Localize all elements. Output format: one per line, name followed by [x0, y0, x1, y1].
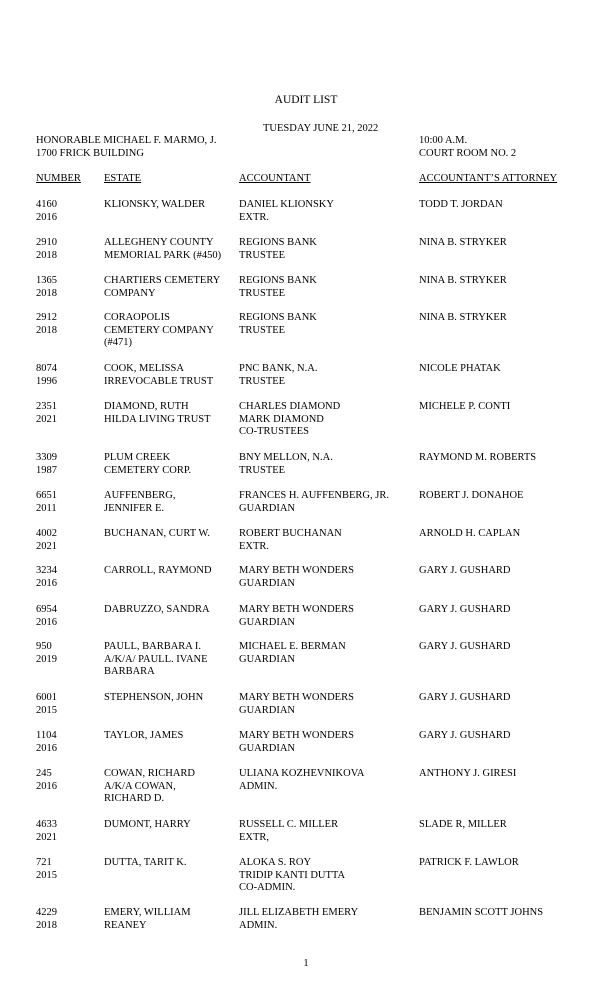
- attorney-cell: [419, 528, 520, 541]
- estate-cell-line: ALLEGHENY COUNTY: [104, 237, 214, 248]
- case-number-cell-line: 2021: [36, 540, 57, 552]
- case-number-cell-line: 8074: [36, 363, 57, 374]
- attorney-cell-line: GARY J. GUSHARD: [419, 692, 511, 703]
- case-number-cell: [36, 565, 57, 590]
- accountant-cell: [239, 565, 354, 590]
- column-header-accountant: ACCOUNTANT: [239, 173, 311, 184]
- table-row: [0, 641, 612, 681]
- case-number-cell: [36, 401, 57, 426]
- estate-cell: [104, 275, 220, 300]
- accountant-cell: [239, 199, 334, 224]
- case-number-cell: [36, 857, 57, 882]
- estate-cell-line: BARBARA: [104, 666, 155, 678]
- accountant-cell-line: BNY MELLON, N.A.: [239, 452, 333, 463]
- attorney-cell-line: NICOLE PHATAK: [419, 363, 501, 374]
- case-number-cell: [36, 275, 57, 300]
- estate-cell-line: DIAMOND, RUTH: [104, 401, 189, 412]
- table-row: [0, 692, 612, 732]
- estate-cell: [104, 199, 205, 212]
- case-number-cell: [36, 199, 57, 224]
- attorney-cell: [419, 641, 511, 654]
- table-row: [0, 363, 612, 403]
- attorney-cell-line: GARY J. GUSHARD: [419, 730, 511, 741]
- table-row: [0, 490, 612, 530]
- column-header-estate: ESTATE: [104, 173, 142, 184]
- estate-cell: [104, 604, 210, 617]
- accountant-cell: [239, 768, 365, 793]
- accountant-cell-line: ULIANA KOZHEVNIKOVA: [239, 768, 365, 779]
- case-number-cell: [36, 768, 57, 793]
- accountant-cell: [239, 857, 345, 895]
- estate-cell: [104, 819, 191, 832]
- accountant-cell: [239, 275, 317, 300]
- attorney-cell-line: ROBERT J. DONAHOE: [419, 490, 524, 501]
- hearing-time: 10:00 A.M.: [419, 135, 468, 146]
- attorney-cell-line: PATRICK F. LAWLOR: [419, 857, 519, 868]
- estate-cell-line: RICHARD D.: [104, 793, 165, 805]
- estate-cell: [104, 641, 208, 679]
- accountant-cell-line: CO-ADMIN.: [239, 882, 296, 894]
- accountant-cell-line: FRANCES H. AUFFENBERG, JR.: [239, 490, 389, 501]
- attorney-cell-line: NINA B. STRYKER: [419, 312, 507, 323]
- accountant-cell-line: GUARDIAN: [239, 704, 295, 716]
- accountant-cell-line: MARK DIAMOND: [239, 413, 324, 425]
- attorney-cell-line: ANTHONY J. GIRESI: [419, 768, 517, 779]
- table-row: [0, 819, 612, 859]
- estate-cell: [104, 363, 213, 388]
- case-number-cell-line: 950: [36, 641, 52, 652]
- accountant-cell: [239, 401, 340, 439]
- attorney-cell: [419, 768, 516, 781]
- accountant-cell-line: EXTR,: [239, 831, 270, 843]
- estate-cell-line: (#471): [104, 337, 132, 349]
- case-number-cell-line: 2912: [36, 312, 57, 323]
- attorney-cell: [419, 312, 507, 325]
- accountant-cell: [239, 819, 338, 844]
- estate-cell: [104, 312, 214, 350]
- table-row: [0, 565, 612, 605]
- attorney-cell: [419, 237, 507, 250]
- column-header-number: NUMBER: [36, 173, 81, 184]
- attorney-cell: [419, 857, 519, 870]
- attorney-cell-line: BENJAMIN SCOTT JOHNS: [419, 907, 544, 918]
- estate-cell-line: A/K/A/ PAULL. IVANE: [104, 653, 208, 665]
- estate-cell: [104, 768, 195, 806]
- attorney-cell-line: TODD T. JORDAN: [419, 199, 503, 210]
- case-number-cell-line: 2021: [36, 831, 57, 843]
- estate-cell-line: KLIONSKY, WALDER: [104, 199, 206, 210]
- accountant-cell-line: ADMIN.: [239, 780, 278, 792]
- estate-cell-line: AUFFENBERG,: [104, 490, 176, 501]
- case-number-cell-line: 3309: [36, 452, 57, 463]
- estate-cell-line: DUMONT, HARRY: [104, 819, 191, 830]
- attorney-cell-line: GARY J. GUSHARD: [419, 565, 511, 576]
- attorney-cell-line: NINA B. STRYKER: [419, 275, 507, 286]
- accountant-cell: [239, 452, 333, 477]
- accountant-cell: [239, 312, 317, 337]
- table-row: [0, 312, 612, 352]
- case-number-cell-line: 4160: [36, 199, 57, 210]
- accountant-cell-line: RUSSELL C. MILLER: [239, 819, 339, 830]
- estate-cell-line: CHARTIERS CEMETERY: [104, 275, 221, 286]
- case-number-cell: [36, 819, 57, 844]
- table-row: [0, 275, 612, 315]
- case-number-cell: [36, 237, 57, 262]
- case-number-cell: [36, 692, 57, 717]
- case-number-cell-line: 2018: [36, 324, 57, 336]
- table-row: [0, 401, 612, 441]
- estate-cell-line: EMERY, WILLIAM: [104, 907, 191, 918]
- accountant-cell-line: CHARLES DIAMOND: [239, 401, 341, 412]
- table-row: [0, 199, 612, 239]
- attorney-cell: [419, 819, 507, 832]
- estate-cell: [104, 528, 210, 541]
- accountant-cell-line: ADMIN.: [239, 919, 278, 931]
- attorney-cell-line: RAYMOND M. ROBERTS: [419, 452, 537, 463]
- accountant-cell-line: EXTR.: [239, 540, 270, 552]
- case-number-cell-line: 2016: [36, 577, 57, 589]
- estate-cell-line: STEPHENSON, JOHN: [104, 692, 204, 703]
- case-number-cell-line: 1987: [36, 464, 57, 476]
- accountant-cell-line: GUARDIAN: [239, 577, 295, 589]
- table-row: [0, 452, 612, 492]
- case-number-cell-line: 721: [36, 857, 52, 868]
- estate-cell-line: COMPANY: [104, 287, 156, 299]
- case-number-cell-line: 2011: [36, 502, 57, 514]
- case-number-cell-line: 2351: [36, 401, 57, 412]
- attorney-cell-line: MICHELE P. CONTI: [419, 401, 511, 412]
- attorney-cell: [419, 565, 511, 578]
- accountant-cell-line: TRUSTEE: [239, 375, 286, 387]
- case-number-cell-line: 6651: [36, 490, 57, 501]
- accountant-cell-line: TRUSTEE: [239, 324, 286, 336]
- case-number-cell-line: 2015: [36, 869, 57, 881]
- case-number-cell-line: 1996: [36, 375, 57, 387]
- case-number-cell-line: 2016: [36, 780, 57, 792]
- accountant-cell-line: MARY BETH WONDERS: [239, 692, 354, 703]
- estate-cell-line: COWAN, RICHARD: [104, 768, 196, 779]
- judge-name: HONORABLE MICHAEL F. MARMO, J.: [36, 135, 217, 146]
- case-number-cell-line: 6001: [36, 692, 57, 703]
- accountant-cell: [239, 641, 346, 666]
- case-number-cell-line: 3234: [36, 565, 57, 576]
- accountant-cell-line: REGIONS BANK: [239, 312, 317, 323]
- case-number-cell: [36, 312, 57, 337]
- estate-cell-line: CEMETERY CORP.: [104, 464, 192, 476]
- attorney-cell-line: GARY J. GUSHARD: [419, 641, 511, 652]
- accountant-cell: [239, 237, 317, 262]
- estate-cell: [104, 730, 183, 743]
- estate-cell-line: JENNIFER E.: [104, 502, 165, 514]
- case-number-cell-line: 2016: [36, 211, 57, 223]
- attorney-cell-line: GARY J. GUSHARD: [419, 604, 511, 615]
- attorney-cell-line: NINA B. STRYKER: [419, 237, 507, 248]
- accountant-cell-line: TRUSTEE: [239, 249, 286, 261]
- case-number-cell: [36, 641, 57, 666]
- estate-cell: [104, 452, 191, 477]
- case-number-cell-line: 2018: [36, 919, 57, 931]
- case-number-cell-line: 4633: [36, 819, 57, 830]
- case-number-cell-line: 1365: [36, 275, 57, 286]
- accountant-cell-line: GUARDIAN: [239, 502, 295, 514]
- accountant-cell: [239, 907, 358, 932]
- case-number-cell: [36, 730, 57, 755]
- case-number-cell-line: 2015: [36, 704, 57, 716]
- accountant-cell: [239, 604, 354, 629]
- attorney-cell: [419, 490, 523, 503]
- case-number-cell-line: 2016: [36, 616, 57, 628]
- column-header-attorney: ACCOUNTANT’S ATTORNEY: [419, 173, 558, 184]
- page-number: 1: [303, 958, 309, 969]
- estate-cell-line: CEMETERY COMPANY: [104, 324, 214, 336]
- accountant-cell-line: PNC BANK, N.A.: [239, 363, 318, 374]
- estate-cell: [104, 565, 212, 578]
- estate-cell-line: BUCHANAN, CURT W.: [104, 528, 210, 539]
- table-row: [0, 857, 612, 897]
- accountant-cell-line: REGIONS BANK: [239, 275, 317, 286]
- accountant-cell: [239, 490, 389, 515]
- accountant-cell-line: MARY BETH WONDERS: [239, 730, 354, 741]
- case-number-cell-line: 4229: [36, 907, 57, 918]
- attorney-cell: [419, 692, 511, 705]
- table-row: [0, 237, 612, 277]
- estate-cell-line: IRREVOCABLE TRUST: [104, 375, 214, 387]
- accountant-cell-line: CO-TRUSTEES: [239, 426, 310, 438]
- table-row: [0, 768, 612, 808]
- case-number-cell-line: 2018: [36, 249, 57, 261]
- accountant-cell-line: TRIDIP KANTI DUTTA: [239, 869, 346, 881]
- case-number-cell-line: 2018: [36, 287, 57, 299]
- case-number-cell-line: 1104: [36, 730, 57, 741]
- attorney-cell-line: ARNOLD H. CAPLAN: [419, 528, 521, 539]
- accountant-cell-line: EXTR.: [239, 211, 270, 223]
- case-number-cell: [36, 604, 57, 629]
- table-row: [0, 528, 612, 568]
- accountant-cell: [239, 692, 354, 717]
- estate-cell-line: CARROLL, RAYMOND: [104, 565, 212, 576]
- estate-cell-line: MEMORIAL PARK (#450): [104, 249, 222, 261]
- estate-cell-line: TAYLOR, JAMES: [104, 730, 184, 741]
- case-number-cell-line: 4002: [36, 528, 57, 539]
- estate-cell: [104, 692, 203, 705]
- estate-cell: [104, 401, 211, 426]
- table-row: [0, 907, 612, 947]
- estate-cell-line: CORAOPOLIS: [104, 312, 170, 323]
- accountant-cell-line: MARY BETH WONDERS: [239, 565, 354, 576]
- accountant-cell-line: ROBERT BUCHANAN: [239, 528, 342, 539]
- courtroom: COURT ROOM NO. 2: [419, 148, 517, 159]
- estate-cell: [104, 907, 191, 932]
- case-number-cell-line: 245: [36, 768, 52, 779]
- attorney-cell: [419, 363, 501, 376]
- accountant-cell-line: ALOKA S. ROY: [239, 857, 312, 868]
- attorney-cell: [419, 604, 511, 617]
- document-title: AUDIT LIST: [274, 94, 338, 106]
- accountant-cell-line: DANIEL KLIONSKY: [239, 199, 334, 210]
- estate-cell: [104, 237, 221, 262]
- accountant-cell-line: TRUSTEE: [239, 287, 286, 299]
- case-number-cell-line: 2021: [36, 413, 57, 425]
- estate-cell-line: PLUM CREEK: [104, 452, 171, 463]
- attorney-cell: [419, 199, 503, 212]
- attorney-cell: [419, 452, 536, 465]
- case-number-cell: [36, 490, 57, 515]
- case-number-cell-line: 2016: [36, 742, 57, 754]
- case-number-cell: [36, 907, 57, 932]
- accountant-cell-line: GUARDIAN: [239, 616, 295, 628]
- accountant-cell-line: GUARDIAN: [239, 742, 295, 754]
- case-number-cell: [36, 363, 57, 388]
- case-number-cell-line: 6954: [36, 604, 57, 615]
- attorney-cell: [419, 730, 511, 743]
- accountant-cell-line: MARY BETH WONDERS: [239, 604, 354, 615]
- case-number-cell-line: 2019: [36, 653, 57, 665]
- estate-cell-line: REANEY: [104, 919, 147, 931]
- table-row: [0, 604, 612, 644]
- accountant-cell: [239, 363, 317, 388]
- accountant-cell-line: MICHAEL E. BERMAN: [239, 641, 346, 652]
- estate-cell-line: A/K/A COWAN,: [104, 780, 176, 792]
- accountant-cell-line: TRUSTEE: [239, 464, 286, 476]
- attorney-cell: [419, 907, 543, 920]
- estate-cell-line: COOK, MELISSA: [104, 363, 184, 374]
- attorney-cell-line: SLADE R, MILLER: [419, 819, 507, 830]
- estate-cell: [104, 857, 187, 870]
- accountant-cell: [239, 730, 354, 755]
- building-location: 1700 FRICK BUILDING: [36, 148, 144, 159]
- estate-cell-line: DABRUZZO, SANDRA: [104, 604, 210, 615]
- accountant-cell-line: GUARDIAN: [239, 653, 295, 665]
- hearing-date: TUESDAY JUNE 21, 2022: [263, 123, 379, 134]
- estate-cell-line: DUTTA, TARIT K.: [104, 857, 187, 868]
- table-row: [0, 730, 612, 770]
- case-number-cell: [36, 528, 57, 553]
- accountant-cell-line: REGIONS BANK: [239, 237, 317, 248]
- estate-cell-line: PAULL, BARBARA I.: [104, 641, 202, 652]
- accountant-cell-line: JILL ELIZABETH EMERY: [239, 907, 359, 918]
- attorney-cell: [419, 275, 507, 288]
- case-number-cell-line: 2910: [36, 237, 57, 248]
- attorney-cell: [419, 401, 510, 414]
- estate-cell-line: HILDA LIVING TRUST: [104, 413, 211, 425]
- estate-cell: [104, 490, 175, 515]
- accountant-cell: [239, 528, 342, 553]
- case-number-cell: [36, 452, 57, 477]
